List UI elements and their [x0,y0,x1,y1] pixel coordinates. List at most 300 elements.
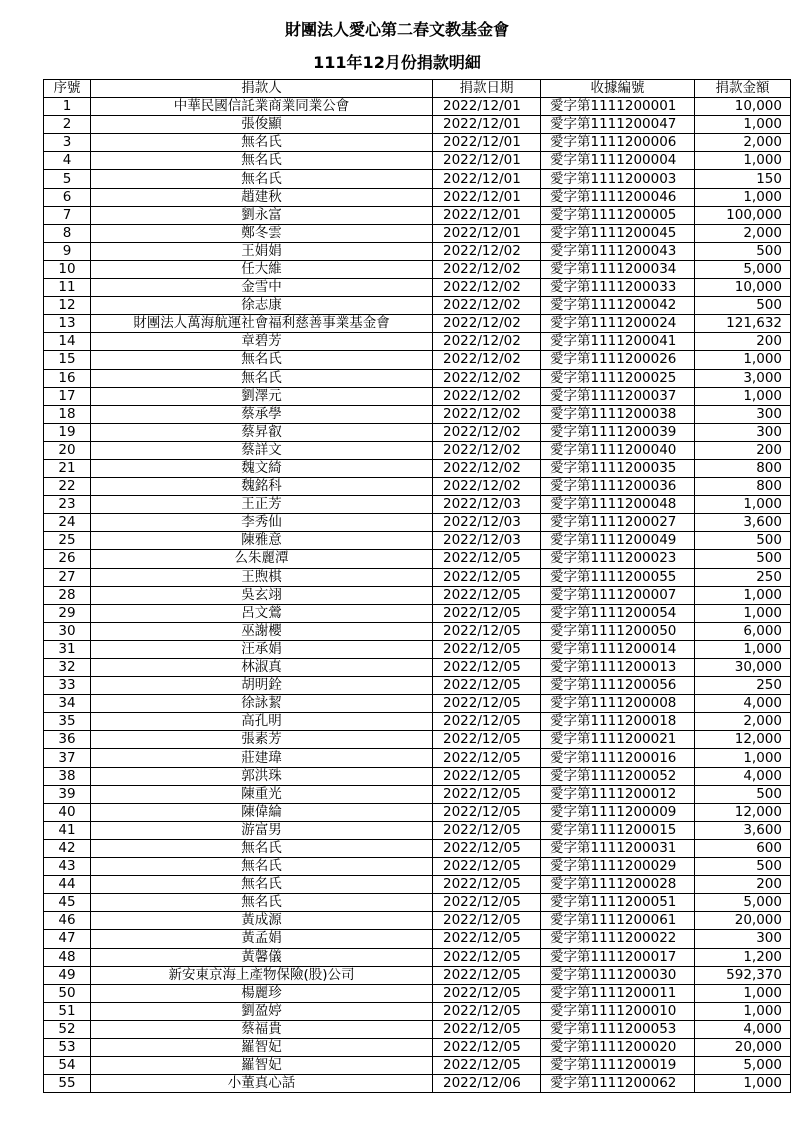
cell-date: 2022/12/06 [433,1075,541,1093]
cell-date: 2022/12/05 [433,1020,541,1038]
table-row [44,695,791,713]
table-row [44,713,791,731]
cell-donor: 中華民國信託業商業同業公會 [91,98,433,116]
cell-receipt: 愛字第1111200049 [541,532,695,550]
cell-receipt: 愛字第1111200028 [541,876,695,894]
cell-date: 2022/12/01 [433,206,541,224]
cell-amount: 12,000 [695,731,791,749]
cell-receipt: 愛字第1111200051 [541,894,695,912]
cell-donor: 章碧芳 [91,333,433,351]
table-row [44,858,791,876]
cell-seq: 48 [44,948,91,966]
cell-date: 2022/12/02 [433,351,541,369]
cell-amount: 2,000 [695,224,791,242]
cell-amount: 3,000 [695,369,791,387]
cell-donor: 游富男 [91,821,433,839]
cell-seq: 45 [44,894,91,912]
cell-amount: 1,000 [695,749,791,767]
table-row [44,242,791,260]
cell-date: 2022/12/02 [433,369,541,387]
cell-donor: 金雪中 [91,279,433,297]
cell-receipt: 愛字第1111200027 [541,514,695,532]
table-row [44,423,791,441]
cell-date: 2022/12/05 [433,803,541,821]
cell-donor: 任大維 [91,260,433,278]
table-row [44,839,791,857]
header-amount: 捐款金額 [695,80,791,98]
table-row [44,912,791,930]
cell-amount: 3,600 [695,514,791,532]
cell-donor: 無名氏 [91,152,433,170]
cell-amount: 1,000 [695,1075,791,1093]
cell-receipt: 愛字第1111200013 [541,659,695,677]
cell-amount: 1,000 [695,496,791,514]
table-row [44,405,791,423]
table-row [44,1002,791,1020]
cell-date: 2022/12/05 [433,1002,541,1020]
cell-donor: 無名氏 [91,134,433,152]
cell-date: 2022/12/02 [433,387,541,405]
cell-receipt: 愛字第1111200005 [541,206,695,224]
cell-amount: 1,000 [695,640,791,658]
cell-receipt: 愛字第1111200031 [541,839,695,857]
table-row [44,876,791,894]
cell-donor: 羅智妃 [91,1057,433,1075]
cell-donor: 蔡承學 [91,405,433,423]
cell-donor: 魏文綺 [91,459,433,477]
cell-donor: 財團法人萬海航運社會福利慈善事業基金會 [91,315,433,333]
cell-date: 2022/12/05 [433,912,541,930]
cell-receipt: 愛字第1111200007 [541,586,695,604]
cell-receipt: 愛字第1111200047 [541,116,695,134]
cell-date: 2022/12/01 [433,188,541,206]
table-row [44,659,791,677]
cell-seq: 10 [44,260,91,278]
table-row [44,116,791,134]
cell-donor: 吳玄翊 [91,586,433,604]
cell-receipt: 愛字第1111200045 [541,224,695,242]
cell-seq: 21 [44,459,91,477]
cell-donor: 李秀仙 [91,514,433,532]
cell-donor: 小董真心話 [91,1075,433,1093]
table-header-row [44,80,791,98]
cell-date: 2022/12/02 [433,297,541,315]
cell-amount: 500 [695,242,791,260]
cell-donor: 王煦棋 [91,568,433,586]
cell-receipt: 愛字第1111200003 [541,170,695,188]
cell-donor: 無名氏 [91,876,433,894]
cell-donor: 呂文鶯 [91,604,433,622]
cell-seq: 29 [44,604,91,622]
cell-amount: 1,000 [695,586,791,604]
cell-receipt: 愛字第1111200012 [541,785,695,803]
cell-amount: 1,000 [695,387,791,405]
cell-date: 2022/12/05 [433,640,541,658]
cell-date: 2022/12/05 [433,767,541,785]
cell-donor: 胡明銓 [91,677,433,695]
cell-donor: 莊建瑋 [91,749,433,767]
cell-seq: 7 [44,206,91,224]
table-row [44,930,791,948]
cell-donor: 楊麗珍 [91,984,433,1002]
table-row [44,677,791,695]
cell-receipt: 愛字第1111200037 [541,387,695,405]
cell-donor: 魏銘科 [91,478,433,496]
cell-amount: 5,000 [695,1057,791,1075]
cell-receipt: 愛字第1111200048 [541,496,695,514]
cell-seq: 3 [44,134,91,152]
table-row [44,224,791,242]
document-subtitle: 111年12月份捐款明細 [313,53,481,72]
header-receipt: 收據編號 [541,80,695,98]
cell-date: 2022/12/05 [433,731,541,749]
cell-amount: 150 [695,170,791,188]
cell-donor: 無名氏 [91,839,433,857]
cell-receipt: 愛字第1111200006 [541,134,695,152]
cell-donor: 徐志康 [91,297,433,315]
cell-receipt: 愛字第1111200034 [541,260,695,278]
cell-date: 2022/12/02 [433,260,541,278]
cell-date: 2022/12/05 [433,894,541,912]
cell-date: 2022/12/02 [433,478,541,496]
cell-amount: 250 [695,568,791,586]
cell-receipt: 愛字第1111200008 [541,695,695,713]
cell-date: 2022/12/02 [433,405,541,423]
cell-amount: 4,000 [695,1020,791,1038]
cell-donor: 劉澤元 [91,387,433,405]
cell-donor: 汪承娟 [91,640,433,658]
cell-receipt: 愛字第1111200050 [541,622,695,640]
table-row [44,532,791,550]
cell-amount: 10,000 [695,98,791,116]
cell-donor: 劉永富 [91,206,433,224]
cell-receipt: 愛字第1111200062 [541,1075,695,1093]
cell-donor: 么朱麗潭 [91,550,433,568]
table-row [44,966,791,984]
cell-seq: 52 [44,1020,91,1038]
cell-seq: 38 [44,767,91,785]
table-row [44,749,791,767]
cell-amount: 1,000 [695,984,791,1002]
cell-donor: 黃孟娟 [91,930,433,948]
cell-receipt: 愛字第1111200024 [541,315,695,333]
document-title: 財團法人愛心第二春文教基金會 [284,20,509,39]
cell-date: 2022/12/05 [433,984,541,1002]
cell-date: 2022/12/05 [433,677,541,695]
cell-seq: 49 [44,966,91,984]
table-row [44,803,791,821]
table-row [44,441,791,459]
table-row [44,604,791,622]
cell-date: 2022/12/05 [433,659,541,677]
table-row [44,1038,791,1056]
table-row [44,134,791,152]
cell-amount: 4,000 [695,767,791,785]
cell-seq: 14 [44,333,91,351]
cell-seq: 50 [44,984,91,1002]
cell-receipt: 愛字第1111200017 [541,948,695,966]
cell-receipt: 愛字第1111200041 [541,333,695,351]
cell-donor: 羅智妃 [91,1038,433,1056]
cell-date: 2022/12/05 [433,839,541,857]
table-row [44,514,791,532]
cell-date: 2022/12/05 [433,821,541,839]
cell-receipt: 愛字第1111200016 [541,749,695,767]
cell-donor: 蔡昇叡 [91,423,433,441]
cell-date: 2022/12/01 [433,152,541,170]
cell-seq: 23 [44,496,91,514]
cell-receipt: 愛字第1111200036 [541,478,695,496]
cell-seq: 35 [44,713,91,731]
cell-donor: 郭洪珠 [91,767,433,785]
cell-date: 2022/12/02 [433,242,541,260]
table-row [44,622,791,640]
cell-amount: 1,000 [695,188,791,206]
cell-amount: 500 [695,550,791,568]
table-row [44,731,791,749]
cell-amount: 800 [695,478,791,496]
cell-date: 2022/12/01 [433,134,541,152]
cell-seq: 53 [44,1038,91,1056]
cell-date: 2022/12/05 [433,930,541,948]
cell-donor: 張俊顯 [91,116,433,134]
cell-receipt: 愛字第1111200009 [541,803,695,821]
cell-donor: 巫謝櫻 [91,622,433,640]
cell-seq: 16 [44,369,91,387]
cell-seq: 15 [44,351,91,369]
cell-amount: 12,000 [695,803,791,821]
cell-date: 2022/12/02 [433,333,541,351]
cell-amount: 2,000 [695,713,791,731]
cell-receipt: 愛字第1111200043 [541,242,695,260]
cell-donor: 徐詠絜 [91,695,433,713]
table-row [44,568,791,586]
cell-date: 2022/12/05 [433,858,541,876]
table-row [44,369,791,387]
cell-seq: 4 [44,152,91,170]
cell-receipt: 愛字第1111200040 [541,441,695,459]
cell-seq: 37 [44,749,91,767]
cell-donor: 高孔明 [91,713,433,731]
cell-amount: 200 [695,333,791,351]
cell-amount: 1,000 [695,152,791,170]
cell-amount: 200 [695,441,791,459]
table-row [44,1020,791,1038]
cell-amount: 30,000 [695,659,791,677]
donation-table [43,79,791,1093]
cell-seq: 25 [44,532,91,550]
cell-receipt: 愛字第1111200019 [541,1057,695,1075]
cell-seq: 47 [44,930,91,948]
cell-receipt: 愛字第1111200030 [541,966,695,984]
cell-amount: 1,000 [695,1002,791,1020]
cell-seq: 2 [44,116,91,134]
table-row [44,984,791,1002]
cell-receipt: 愛字第1111200020 [541,1038,695,1056]
cell-seq: 18 [44,405,91,423]
cell-receipt: 愛字第1111200033 [541,279,695,297]
cell-amount: 5,000 [695,260,791,278]
cell-seq: 43 [44,858,91,876]
cell-receipt: 愛字第1111200023 [541,550,695,568]
cell-amount: 3,600 [695,821,791,839]
cell-donor: 劉盈婷 [91,1002,433,1020]
cell-receipt: 愛字第1111200046 [541,188,695,206]
cell-date: 2022/12/05 [433,1038,541,1056]
table-row [44,333,791,351]
cell-amount: 250 [695,677,791,695]
cell-seq: 39 [44,785,91,803]
cell-seq: 22 [44,478,91,496]
table-row [44,459,791,477]
cell-seq: 11 [44,279,91,297]
cell-seq: 41 [44,821,91,839]
cell-amount: 800 [695,459,791,477]
cell-receipt: 愛字第1111200010 [541,1002,695,1020]
cell-receipt: 愛字第1111200056 [541,677,695,695]
table-row [44,894,791,912]
cell-donor: 王正芳 [91,496,433,514]
cell-amount: 500 [695,297,791,315]
table-row [44,550,791,568]
cell-amount: 500 [695,858,791,876]
cell-donor: 無名氏 [91,170,433,188]
cell-receipt: 愛字第1111200035 [541,459,695,477]
cell-donor: 趙建秋 [91,188,433,206]
table-row [44,1075,791,1093]
cell-seq: 32 [44,659,91,677]
cell-date: 2022/12/03 [433,496,541,514]
cell-amount: 300 [695,405,791,423]
cell-date: 2022/12/05 [433,749,541,767]
cell-donor: 蔡詳文 [91,441,433,459]
table-row [44,478,791,496]
table-row [44,315,791,333]
table-row [44,496,791,514]
header-seq: 序號 [44,80,91,98]
table-row [44,98,791,116]
header-date: 捐款日期 [433,80,541,98]
cell-date: 2022/12/05 [433,948,541,966]
cell-receipt: 愛字第1111200025 [541,369,695,387]
cell-seq: 51 [44,1002,91,1020]
cell-amount: 300 [695,423,791,441]
cell-seq: 1 [44,98,91,116]
table-row [44,640,791,658]
cell-seq: 31 [44,640,91,658]
cell-date: 2022/12/02 [433,459,541,477]
cell-receipt: 愛字第1111200055 [541,568,695,586]
cell-receipt: 愛字第1111200038 [541,405,695,423]
cell-date: 2022/12/01 [433,224,541,242]
cell-amount: 1,000 [695,604,791,622]
table-row [44,586,791,604]
cell-donor: 無名氏 [91,369,433,387]
cell-receipt: 愛字第1111200021 [541,731,695,749]
table-row [44,297,791,315]
cell-donor: 新安東京海上產物保險(股)公司 [91,966,433,984]
table-row [44,351,791,369]
cell-seq: 6 [44,188,91,206]
cell-amount: 1,000 [695,116,791,134]
cell-donor: 無名氏 [91,894,433,912]
table-row [44,260,791,278]
cell-amount: 500 [695,785,791,803]
cell-seq: 36 [44,731,91,749]
cell-donor: 王娟娟 [91,242,433,260]
cell-receipt: 愛字第1111200001 [541,98,695,116]
table-row [44,188,791,206]
cell-date: 2022/12/05 [433,550,541,568]
cell-donor: 陳偉綸 [91,803,433,821]
cell-seq: 55 [44,1075,91,1093]
cell-date: 2022/12/05 [433,713,541,731]
cell-date: 2022/12/05 [433,568,541,586]
cell-receipt: 愛字第1111200053 [541,1020,695,1038]
cell-donor: 無名氏 [91,858,433,876]
cell-date: 2022/12/05 [433,604,541,622]
cell-seq: 13 [44,315,91,333]
cell-date: 2022/12/05 [433,622,541,640]
cell-date: 2022/12/05 [433,1057,541,1075]
cell-donor: 張素芳 [91,731,433,749]
cell-donor: 陳重光 [91,785,433,803]
cell-amount: 2,000 [695,134,791,152]
cell-amount: 20,000 [695,912,791,930]
cell-date: 2022/12/01 [433,170,541,188]
cell-receipt: 愛字第1111200022 [541,930,695,948]
cell-receipt: 愛字第1111200052 [541,767,695,785]
cell-receipt: 愛字第1111200018 [541,713,695,731]
table-body [44,98,791,1093]
table-row [44,387,791,405]
cell-seq: 54 [44,1057,91,1075]
cell-seq: 30 [44,622,91,640]
cell-seq: 33 [44,677,91,695]
cell-amount: 10,000 [695,279,791,297]
cell-seq: 40 [44,803,91,821]
cell-amount: 200 [695,876,791,894]
cell-donor: 蔡福貴 [91,1020,433,1038]
cell-date: 2022/12/05 [433,966,541,984]
cell-seq: 26 [44,550,91,568]
table-row [44,948,791,966]
cell-receipt: 愛字第1111200054 [541,604,695,622]
cell-seq: 44 [44,876,91,894]
table-row [44,1057,791,1075]
cell-seq: 24 [44,514,91,532]
cell-receipt: 愛字第1111200014 [541,640,695,658]
cell-donor: 黃馨儀 [91,948,433,966]
cell-receipt: 愛字第1111200029 [541,858,695,876]
table-row [44,206,791,224]
cell-seq: 17 [44,387,91,405]
cell-amount: 1,200 [695,948,791,966]
cell-date: 2022/12/02 [433,315,541,333]
cell-date: 2022/12/02 [433,423,541,441]
cell-receipt: 愛字第1111200042 [541,297,695,315]
cell-seq: 20 [44,441,91,459]
cell-seq: 12 [44,297,91,315]
cell-date: 2022/12/01 [433,98,541,116]
cell-amount: 100,000 [695,206,791,224]
cell-seq: 34 [44,695,91,713]
cell-amount: 500 [695,532,791,550]
cell-receipt: 愛字第1111200011 [541,984,695,1002]
cell-amount: 121,632 [695,315,791,333]
cell-seq: 5 [44,170,91,188]
cell-donor: 無名氏 [91,351,433,369]
